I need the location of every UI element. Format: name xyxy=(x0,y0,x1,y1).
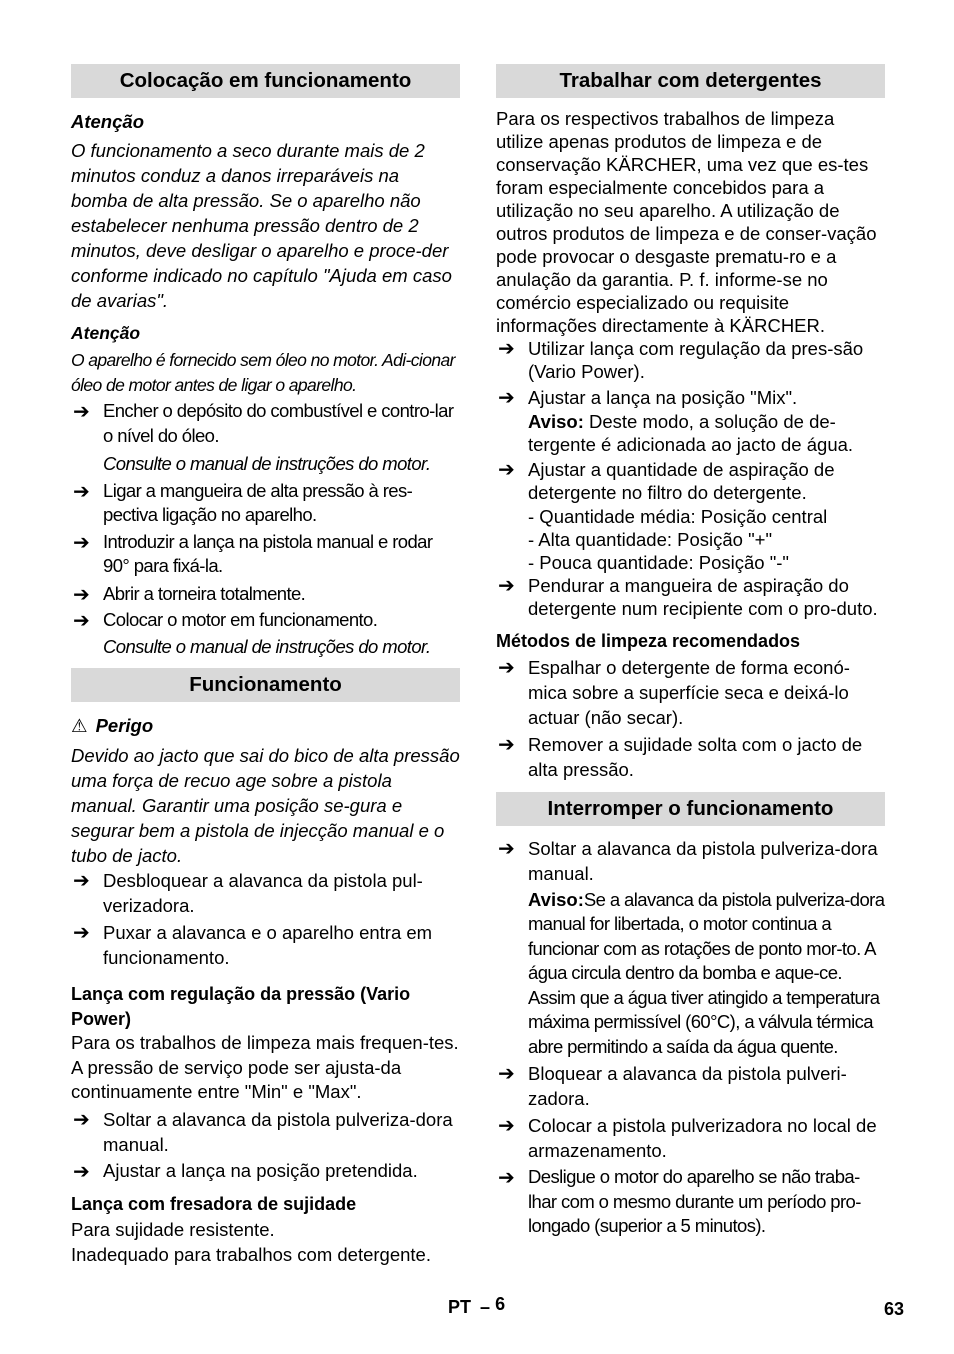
list-item: ➔ Espalhar o detergente de forma econó-mica sobre a superfície seca e deixá-lo actuar (não secar). xyxy=(498,654,850,728)
arrow-right-icon: ➔ xyxy=(73,868,90,892)
list-item: ➔ Ajustar a quantidade de aspiração de detergente no filtro do detergente. xyxy=(498,457,835,503)
attention-text-1: O funcionamento a seco durante mais de 2 minutos conduz a danos irreparáveis na bomba de alta pressão. Se o aparelho não estabelecer nenhuma pressão dentro de 2 minutos, deve desligar o aparelho e proce-der conforme indicado no capítulo "Ajuda em caso de avarias". xyxy=(71,140,452,311)
arrow-right-icon: ➔ xyxy=(73,608,90,632)
option-line: - Alta quantidade: Posição "+" xyxy=(528,529,773,550)
paragraph: Inadequado para trabalhos com detergente. xyxy=(71,1244,431,1265)
arrow-right-icon: ➔ xyxy=(498,385,515,409)
arrow-right-icon: ➔ xyxy=(498,654,515,679)
list-item: ➔ Soltar a alavanca da pistola pulveriza-dora manual. xyxy=(498,835,878,884)
arrow-right-icon: ➔ xyxy=(498,1165,515,1189)
list-item: ➔ Ligar a mangueira de alta pressão à res-pectiva ligação no aparelho. xyxy=(73,478,413,525)
section-heading-detergents: Trabalhar com detergentes xyxy=(496,64,885,98)
arrow-right-icon: ➔ xyxy=(73,1106,90,1131)
arrow-right-icon: ➔ xyxy=(498,1061,515,1085)
list-item: ➔ Encher o depósito do combustível e contro-lar o nível do óleo. xyxy=(73,399,454,446)
arrow-right-icon: ➔ xyxy=(498,1113,515,1137)
list-item: ➔ Colocar a pistola pulverizadora no local de armazenamento. xyxy=(498,1113,877,1161)
note: Consulte o manual de instruções do motor. xyxy=(103,453,431,474)
note: Aviso: Deste modo, a solução de de-tergente é adicionada ao jacto de água. xyxy=(528,411,854,455)
subheading-vario-power: Lança com regulação da pressão (Vario Power) xyxy=(71,984,411,1029)
danger-label: ⚠ Perigo xyxy=(71,715,154,737)
list-item: ➔ Bloquear a alavanca da pistola pulveri-zadora. xyxy=(498,1061,847,1109)
section-heading-start-up: Colocação em funcionamento xyxy=(71,64,460,98)
warning-triangle-icon: ⚠ xyxy=(71,716,88,737)
list-item: ➔ Introduzir a lança na pistola manual e rodar 90° para fixá-la. xyxy=(73,529,433,576)
paragraph: Para os trabalhos de limpeza mais frequen-tes. A pressão de serviço pode ser ajusta-da continuamente entre "Min" e "Max". xyxy=(71,1032,459,1102)
subheading-dirt-blaster: Lança com fresadora de sujidade xyxy=(71,1194,357,1214)
option-line: - Quantidade média: Posição central xyxy=(528,506,828,527)
list-item: ➔ Utilizar lança com regulação da pres-são (Vario Power). xyxy=(498,336,864,382)
list-item: ➔ Ajustar a lança na posição "Mix". xyxy=(498,385,798,409)
list-item: ➔ Soltar a alavanca da pistola pulveriza-dora manual. xyxy=(73,1106,453,1155)
list-item: ➔ Colocar o motor em funcionamento. xyxy=(73,608,378,632)
paragraph: Para os respectivos trabalhos de limpeza utilize apenas produtos de limpeza e de conservação KÄRCHER, uma vez que es-tes foram especialmente concebidos para a utilização no seu aparelho. A utilização de outros produtos de limpeza e de conser-vação pode provocar o desgaste prematu-ro e a anulação da garantia. P. f. informe-se no comércio especializado ou requisite informações directamente à KÄRCHER. xyxy=(496,108,877,336)
paragraph: Para sujidade resistente. xyxy=(71,1218,275,1240)
arrow-right-icon: ➔ xyxy=(73,581,90,606)
left-column xyxy=(71,64,460,1268)
list-item: ➔ Abrir a torneira totalmente. xyxy=(73,581,306,606)
arrow-right-icon: ➔ xyxy=(73,1158,90,1183)
note: Aviso:Se a alavanca da pistola pulveriza-dora manual for libertada, o motor continua a funcionar com as rotações de ponto mor-to. A água circula dentro da bomba e aque-ce. Assim que a água tiver atingido a temperatura máxima permissível (60°C), a válvula térmica abre permitindo a saída da água quente. xyxy=(528,888,885,1057)
list-item: ➔ Pendurar a mangueira de aspiração do detergente num recipiente com o pro-duto. xyxy=(498,573,878,619)
footer-section-label: PT – 6 xyxy=(448,1294,506,1317)
arrow-right-icon: ➔ xyxy=(73,529,90,554)
arrow-right-icon: ➔ xyxy=(498,835,515,860)
note: Consulte o manual de instruções do motor. xyxy=(103,635,431,657)
arrow-right-icon: ➔ xyxy=(498,457,515,481)
arrow-right-icon: ➔ xyxy=(73,399,90,423)
list-item: ➔ Desbloquear a alavanca da pistola pul-verizadora. xyxy=(73,868,423,916)
list-item: ➔ Remover a sujidade solta com o jacto de alta pressão. xyxy=(498,731,863,780)
list-item: ➔ Desligue o motor do aparelho se não traba-lhar com o mesmo durante um período pro-longado (superior a 5 minutos). xyxy=(498,1165,861,1236)
section-heading-stop-operation: Interromper o funcionamento xyxy=(496,792,885,826)
option-line: - Pouca quantidade: Posição "-" xyxy=(528,552,789,573)
danger-text: Devido ao jacto que sai do bico de alta pressão uma força de recuo age sobre a pistola manual. Garantir uma posição se-gura e segurar bem a pistola de injecção manual e o tubo de jacto. xyxy=(71,745,460,866)
list-item: ➔ Ajustar a lança na posição pretendida. xyxy=(73,1158,418,1183)
attention-text-2: O aparelho é fornecido sem óleo no motor. Adi-cionar óleo de motor antes de ligar o aparelho. xyxy=(71,350,455,395)
subheading-cleaning-methods: Métodos de limpeza recomendados xyxy=(496,631,801,651)
arrow-right-icon: ➔ xyxy=(498,336,515,360)
attention-label-1: Atenção xyxy=(71,111,144,132)
arrow-right-icon: ➔ xyxy=(73,920,90,944)
arrow-right-icon: ➔ xyxy=(498,731,515,756)
list-item: ➔ Puxar a alavanca e o aparelho entra em funcionamento. xyxy=(73,920,433,968)
attention-label-2: Atenção xyxy=(71,323,141,343)
arrow-right-icon: ➔ xyxy=(498,573,515,597)
right-column xyxy=(496,64,885,1239)
arrow-right-icon: ➔ xyxy=(73,478,90,503)
section-heading-operation: Funcionamento xyxy=(71,668,460,702)
page-number: 63 xyxy=(884,1299,905,1319)
